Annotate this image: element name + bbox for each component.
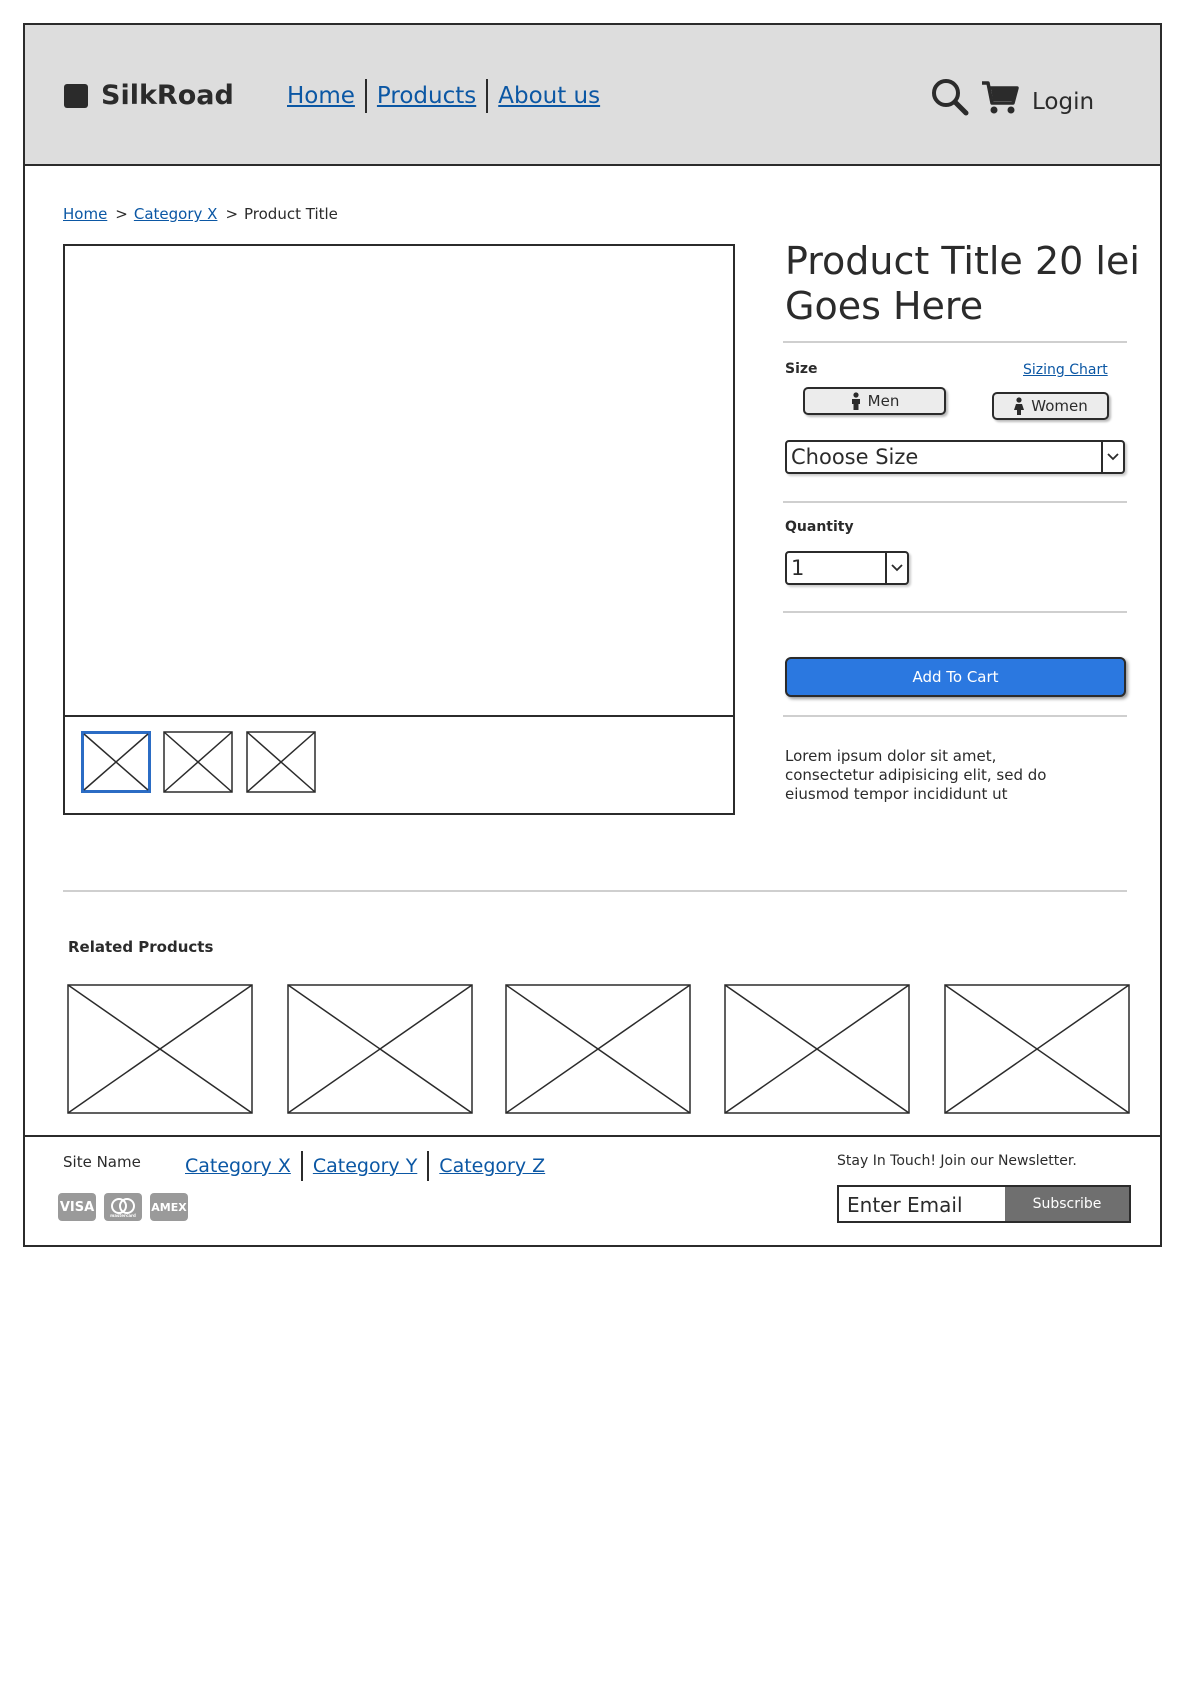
divider	[783, 501, 1127, 503]
related-products-title: Related Products	[68, 938, 214, 956]
nav-products-link[interactable]: Products	[376, 83, 477, 109]
main-product-image	[65, 246, 733, 717]
cart-icon[interactable]	[980, 79, 1020, 119]
related-product-card[interactable]	[505, 984, 691, 1114]
breadcrumb-current: Product Title	[244, 205, 338, 223]
related-product-card[interactable]	[67, 984, 253, 1114]
women-button-label: Women	[1031, 397, 1088, 415]
gallery-thumbnail[interactable]	[246, 731, 316, 793]
quantity-value: 1	[791, 556, 805, 580]
logo-icon	[64, 84, 88, 108]
women-size-button[interactable]	[992, 392, 1109, 420]
male-icon	[850, 392, 862, 410]
site-footer	[25, 1135, 1160, 1247]
nav-about-link[interactable]: About us	[498, 83, 601, 109]
size-select-value: Choose Size	[791, 445, 919, 469]
gallery-thumbnail[interactable]	[163, 731, 233, 793]
product-title: Product Title Goes Here	[785, 239, 1023, 328]
amex-icon: AMEX	[150, 1193, 188, 1221]
men-size-button[interactable]	[803, 387, 946, 415]
footer-site-name: Site Name	[63, 1153, 141, 1171]
footer-category-z-link[interactable]: Category Z	[439, 1155, 546, 1177]
breadcrumb-category-link[interactable]: Category X	[133, 205, 218, 223]
add-to-cart-button[interactable]: Add To Cart	[785, 657, 1126, 697]
nav-home-link[interactable]: Home	[287, 83, 355, 109]
newsletter-text: Stay In Touch! Join our Newsletter.	[837, 1153, 1077, 1169]
mastercard-label: mastercard	[110, 1213, 136, 1218]
footer-category-x-link[interactable]: Category X	[185, 1155, 291, 1177]
product-price: 20 lei	[1035, 239, 1140, 283]
chevron-down-icon[interactable]	[1101, 442, 1123, 472]
breadcrumb-separator: >	[225, 205, 239, 223]
quantity-label: Quantity	[785, 519, 854, 535]
logo-text[interactable]: SilkRoad	[101, 80, 234, 111]
breadcrumb	[63, 205, 338, 223]
divider	[783, 341, 1127, 343]
search-icon[interactable]	[930, 77, 970, 121]
login-link[interactable]: Login	[1032, 89, 1095, 115]
sizing-chart-link[interactable]: Sizing Chart	[1023, 362, 1108, 378]
chevron-down-icon[interactable]	[885, 553, 907, 583]
breadcrumb-separator: >	[115, 205, 128, 223]
visa-icon: VISA	[58, 1193, 96, 1221]
men-button-label: Men	[867, 392, 900, 410]
related-product-card[interactable]	[944, 984, 1130, 1114]
header-actions	[930, 77, 1094, 121]
product-gallery	[63, 244, 735, 815]
size-label: Size	[785, 361, 818, 377]
breadcrumb-home-link[interactable]: Home	[63, 205, 108, 223]
female-icon	[1013, 397, 1025, 415]
email-input[interactable]	[845, 1189, 999, 1221]
site-header	[25, 25, 1160, 166]
payment-methods	[58, 1193, 196, 1221]
footer-category-y-link[interactable]: Category Y	[312, 1155, 418, 1177]
footer-nav	[185, 1151, 555, 1181]
gallery-thumbnail-selected[interactable]	[81, 731, 151, 793]
main-nav	[287, 79, 610, 113]
divider	[783, 715, 1127, 717]
related-product-card[interactable]	[724, 984, 910, 1114]
section-divider	[63, 890, 1127, 892]
subscribe-button[interactable]: Subscribe	[1005, 1187, 1129, 1221]
newsletter-form	[837, 1185, 1131, 1223]
page-frame	[23, 23, 1162, 1247]
divider	[783, 611, 1127, 613]
size-select[interactable]	[785, 440, 1125, 474]
quantity-select[interactable]	[785, 551, 909, 585]
mastercard-icon	[104, 1193, 142, 1221]
product-description: Lorem ipsum dolor sit amet, consectetur adipisicing elit, sed do eiusmod tempor incididunt ut	[785, 747, 1047, 803]
related-product-card[interactable]	[287, 984, 473, 1114]
